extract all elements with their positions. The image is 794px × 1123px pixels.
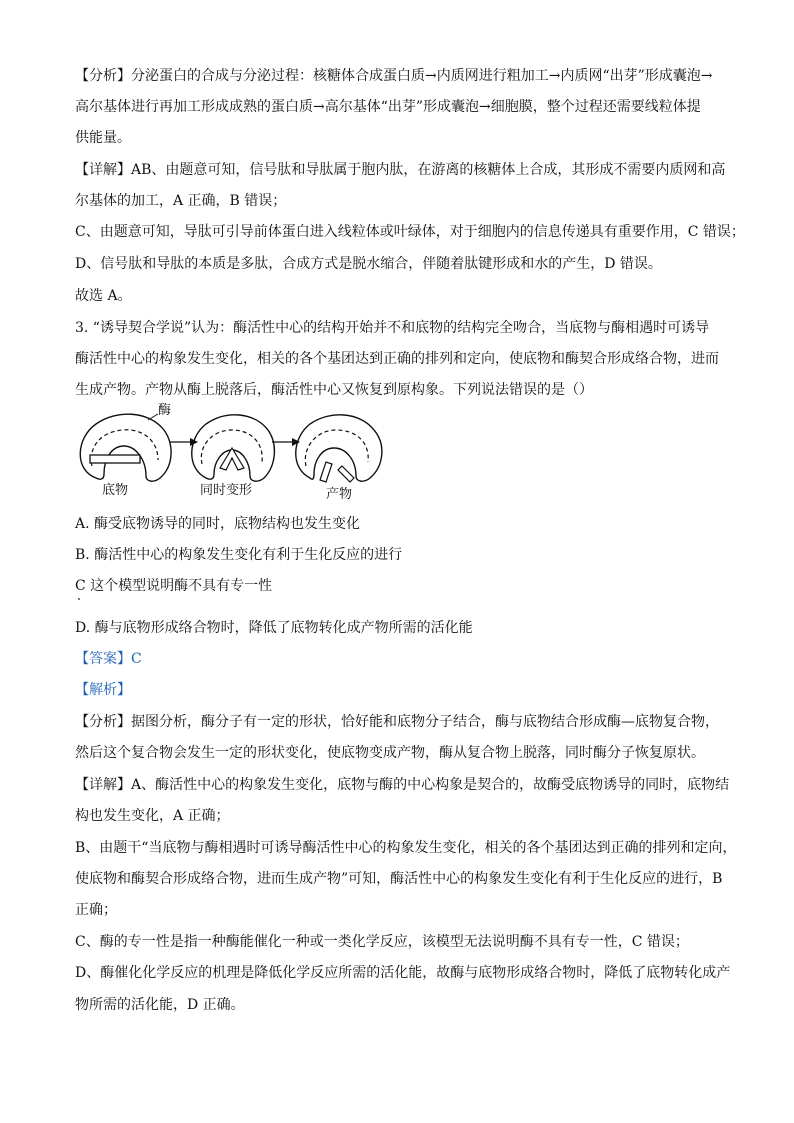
induced-fit-svg — [74, 400, 404, 505]
detail-line-c: C、由题意可知，导肽可引导前体蛋白进入线粒体或叶绿体，对于细胞内的信息传递具有重要作用，C 错误； — [75, 224, 745, 240]
explanation-analysis-2: 然后这个复合物会发生一定的形状变化，使底物变成产物，酶从复合物上脱落，同时酶分子恢复原状。 — [75, 745, 705, 761]
option-c: C 这个模型说明酶不具有专一性 — [75, 578, 273, 594]
question-3-line-3: 生成产物。产物从酶上脱落后，酶活性中心又恢复到原构象。下列说法错误的是（） — [75, 382, 593, 398]
explanation-detail-a-2: 构也发生变化，A 正确； — [75, 808, 230, 824]
product-piece-1 — [320, 462, 332, 482]
explanation-heading: 【解析】 — [75, 682, 131, 698]
explanation-detail-b-3: 正确； — [75, 902, 117, 918]
label-enzyme-leader — [148, 414, 158, 420]
label-enzyme: 酶 — [158, 403, 172, 418]
question-3-line-1: 3. “诱导契合学说”认为：酶活性中心的结构开始并不和底物的结构完全吻合，当底物与酶相遇时可诱导 — [75, 320, 710, 336]
option-b: B. 酶活性中心的构象发生变化有利于生化反应的进行 — [75, 547, 403, 563]
analysis-line-1: 【分析】分泌蛋白的合成与分泌过程：核糖体合成蛋白质→内质网进行粗加工→内质网“出芽”形成囊泡→ — [75, 68, 713, 84]
stray-dot — [78, 598, 80, 600]
substrate-bent — [220, 448, 244, 470]
analysis-line-2: 高尔基体进行再加工形成成熟的蛋白质→高尔基体“出芽”形成囊泡→细胞膜，整个过程还需要线粒体提 — [75, 99, 701, 115]
explanation-detail-d-1: D、酶催化化学反应的机理是降低化学反应所需的活化能，故酶与底物形成络合物时，降低了底物转化成产 — [75, 965, 731, 981]
label-product: 产物 — [326, 487, 353, 502]
detail-line-1: 【详解】AB、由题意可知，信号肽和导肽属于胞内肽，在游离的核糖体上合成，其形成不需要内质网和高 — [75, 162, 726, 178]
explanation-analysis-1: 【分析】据图分析，酶分子有一定的形状，恰好能和底物分子结合，酶与底物结合形成酶—底物复合物， — [75, 714, 719, 730]
question-3-line-2: 酶活性中心的构象发生变化，相关的各个基团达到正确的排列和定向，使底物和酶契合形成络合物，进而 — [75, 351, 719, 367]
product-piece-2 — [338, 466, 354, 482]
enzyme-shape-2 — [192, 415, 275, 481]
label-deform: 同时变形 — [200, 483, 253, 498]
answer-heading: 【答案】C — [75, 651, 142, 667]
analysis-line-3: 供能量。 — [75, 130, 131, 146]
answer-choice-line: 故选 A。 — [75, 288, 132, 304]
explanation-detail-b-2: 使底物和酶契合形成络合物，进而生成产物”可知，酶活性中心的构象发生变化有利于生化反应的进行，B — [75, 871, 723, 887]
substrate-rect — [90, 455, 140, 463]
explanation-detail-d-2: 物所需的活化能，D 正确。 — [75, 997, 245, 1013]
induced-fit-diagram — [74, 400, 404, 505]
detail-line-2: 尔基体的加工，A 正确，B 错误； — [75, 193, 287, 209]
option-d: D. 酶与底物形成络合物时，降低了底物转化成产物所需的活化能 — [75, 620, 473, 636]
explanation-detail-a-1: 【详解】A、酶活性中心的构象发生变化，底物与酶的中心构象是契合的，故酶受底物诱导的同时，底物结 — [75, 777, 730, 793]
explanation-detail-b-1: B、由题干“当底物与酶相遇时可诱导酶活性中心的构象发生变化，相关的各个基团达到正确的排列和定向， — [75, 840, 737, 856]
enzyme-shape-1 — [80, 414, 171, 481]
explanation-detail-c: C、酶的专一性是指一种酶能催化一种或一类化学反应，该模型无法说明酶不具有专一性，C 错误； — [75, 934, 689, 950]
option-a: A. 酶受底物诱导的同时，底物结构也发生变化 — [75, 516, 361, 532]
detail-line-d: D、信号肽和导肽的本质是多肽，合成方式是脱水缩合，伴随着肽键形成和水的产生，D 错误。 — [75, 256, 662, 272]
label-substrate: 底物 — [102, 483, 129, 498]
